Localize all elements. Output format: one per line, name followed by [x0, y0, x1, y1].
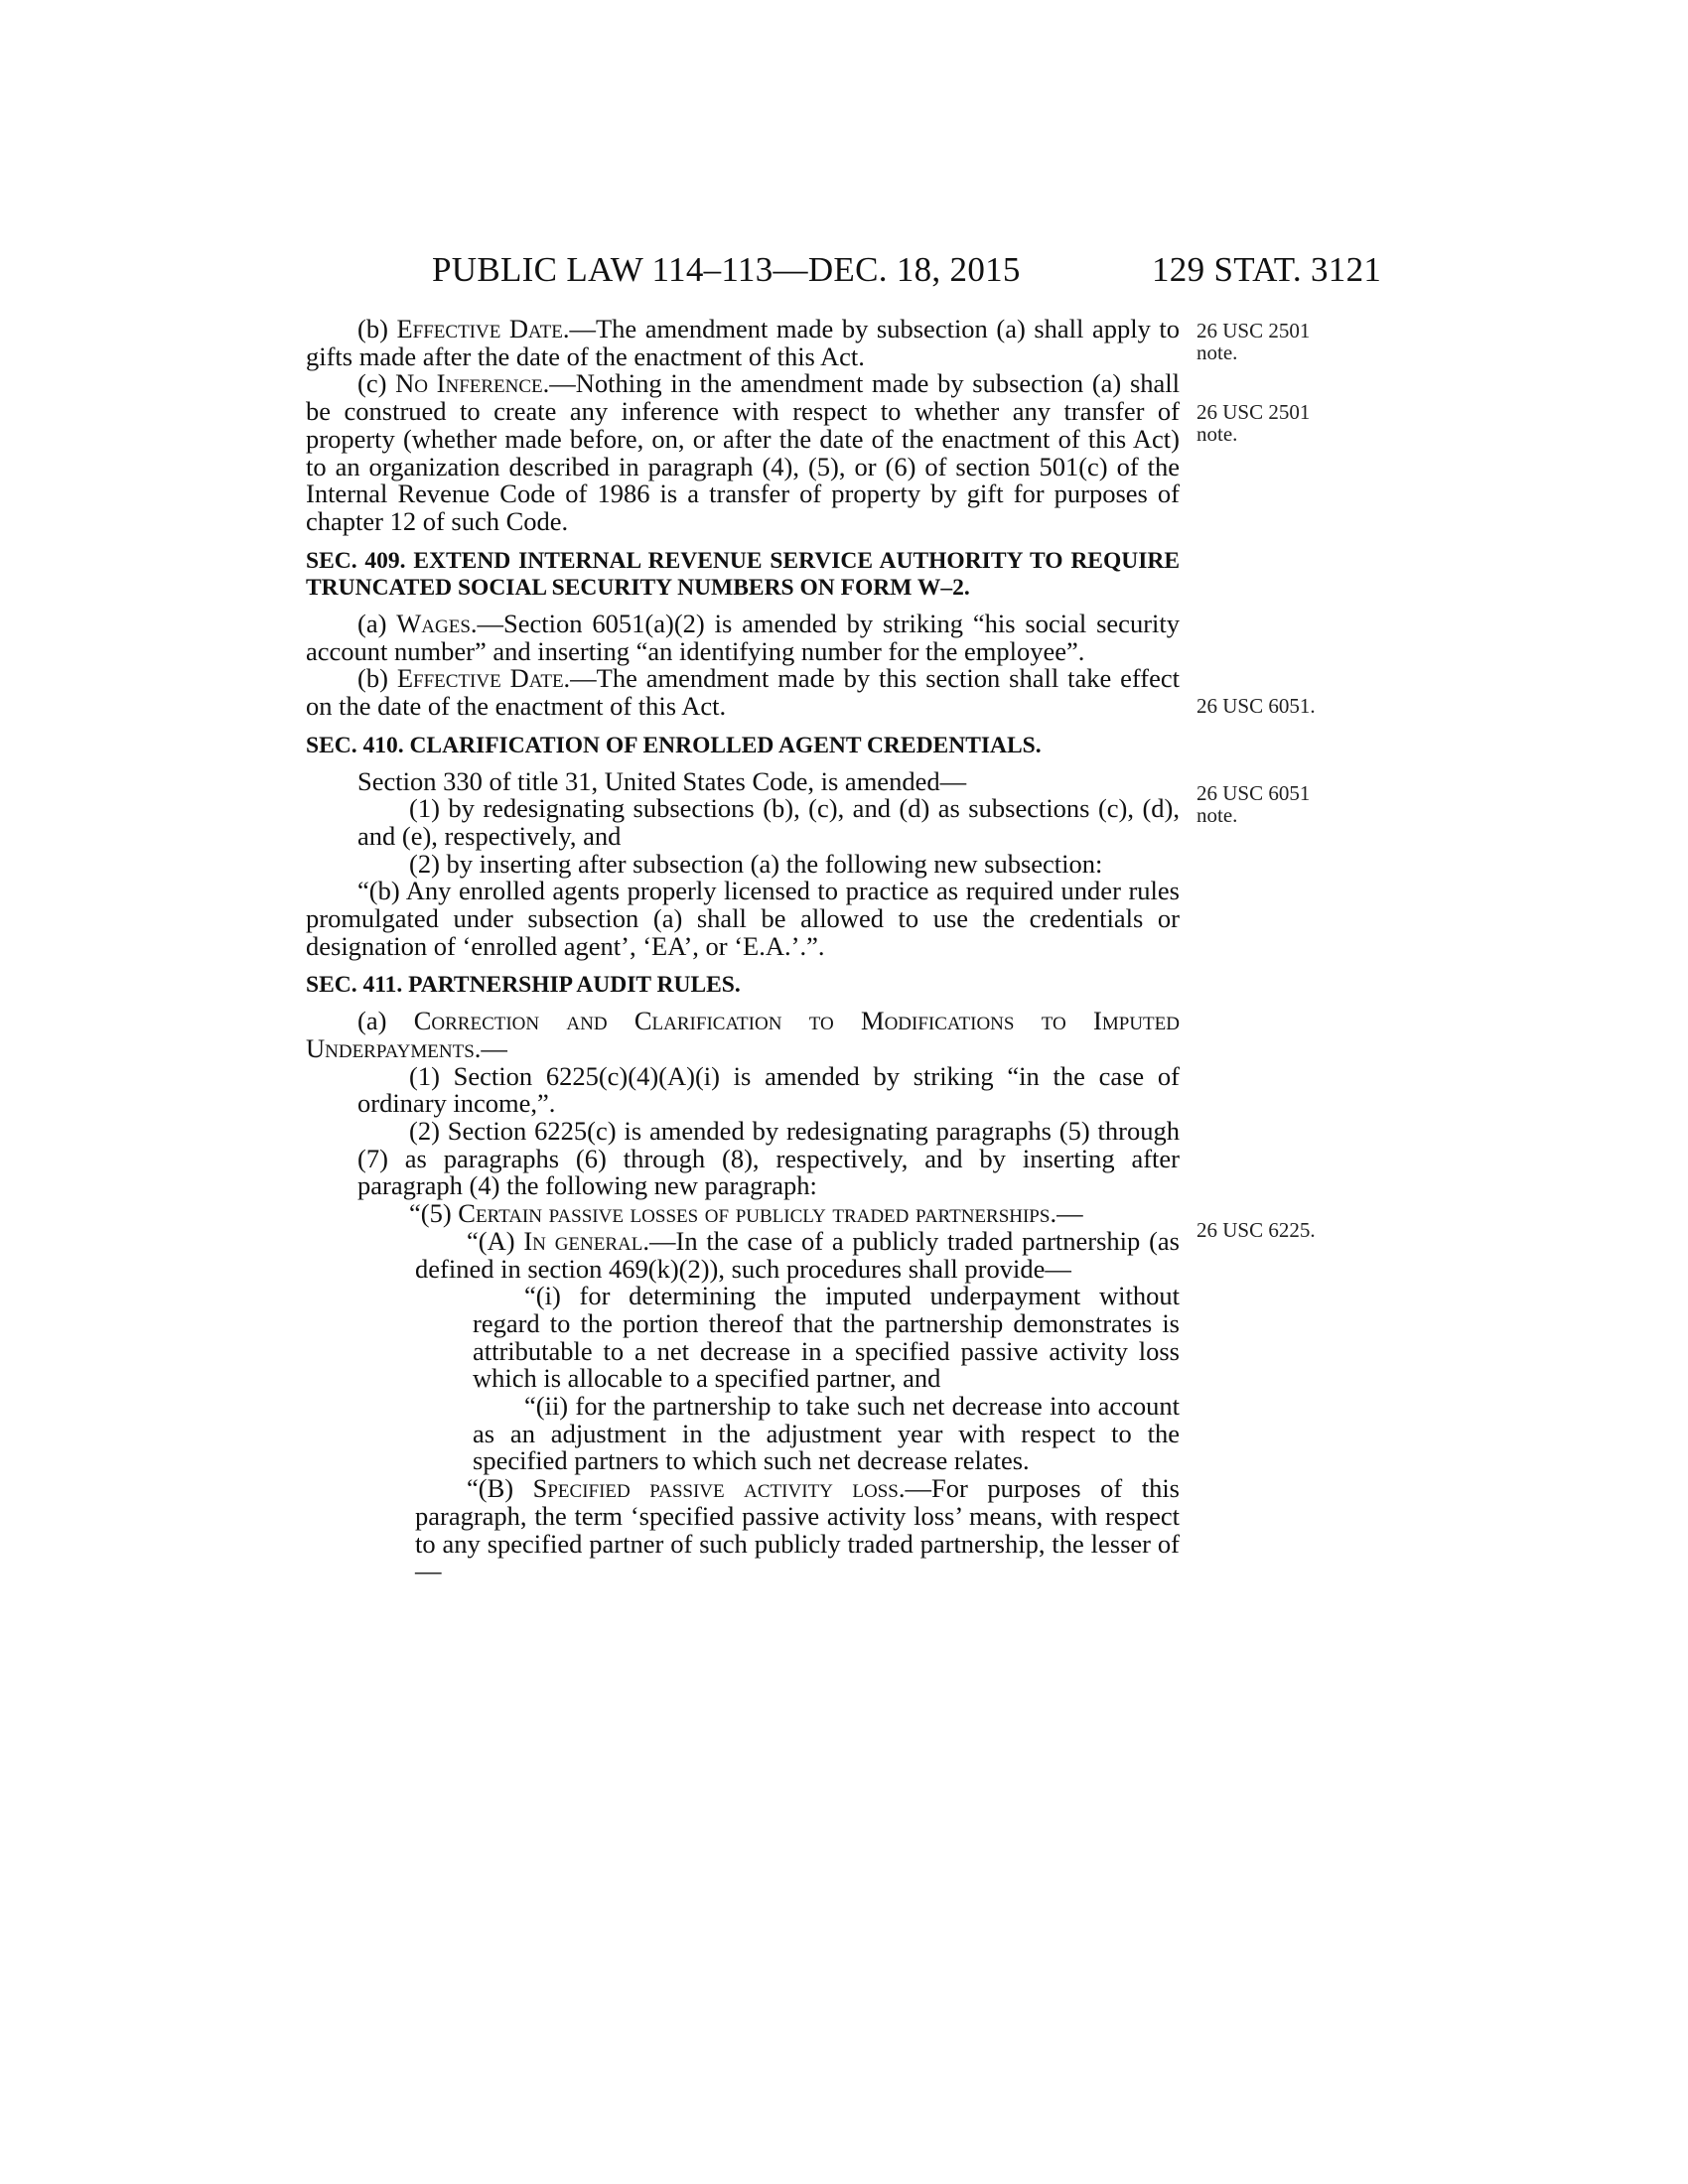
subsection-b-effective-date: (b) Effective Date.—The amendment made by subsection (a) shall apply to gifts made after the date of the enactment of this Act. [306, 314, 1180, 371]
section-410-heading: SEC. 410. CLARIFICATION OF ENROLLED AGENT CREDENTIALS. [306, 732, 1042, 758]
new-subsection-b-quote: “(b) Any enrolled agents properly licensed to practice as required under rules promulgated under subsection (a) shall be allowed to use the credentials or designation of ‘enrolled agent’, ‘EA’, or ‘E.A.’.”. [306, 876, 1180, 961]
paragraph-5-passive-losses: “(5) Certain passive losses of publicly traded partnerships.— [409, 1198, 1083, 1229]
subparagraph-a-in-general: “(A) In general.—In the case of a publicly traded partnership (as defined in section 469(k)(2)), such procedures shall provide— [415, 1225, 1180, 1284]
margin-note: 26 USC 2501 note. [1196, 319, 1311, 364]
paragraph-2-inserting: (2) by inserting after subsection (a) the following new subsection: [409, 848, 1103, 879]
margin-note: 26 USC 6051. [1196, 694, 1316, 718]
document-body [306, 316, 1180, 1585]
margin-note: 26 USC 6051 note. [1196, 781, 1311, 827]
clause-i-determining: “(i) for determining the imputed underpayment without regard to the portion thereof that the partnership demonstrates is attributable to a net decrease in a specified passive activity loss which is allocable to a specified partner, and [473, 1281, 1180, 1394]
paragraph-2-redesignating: (2) Section 6225(c) is amended by redesignating paragraphs (5) through (7) as paragraphs (6) through (8), respectively, and by inserting after paragraph (4) the following new paragraph: [357, 1115, 1180, 1201]
clause-ii-adjustment: “(ii) for the partnership to take such net decrease into account as an adjustment in the adjustment year with respect to the specified partners to which such net decrease relates. [473, 1391, 1180, 1476]
section-410-intro: Section 330 of title 31, United States Code, is amended— [357, 765, 967, 796]
running-header-page-number: 129 STAT. 3121 [1152, 250, 1382, 289]
section-411-heading: SEC. 411. PARTNERSHIP AUDIT RULES. [306, 972, 741, 999]
running-header-title: PUBLIC LAW 114–113—DEC. 18, 2015 [432, 250, 1021, 289]
margin-note: 26 USC 2501 note. [1196, 400, 1311, 446]
paragraph-1-redesignating: (1) by redesignating subsections (b), (c), and (d) as subsections (c), (d), and (e), respectively, and [357, 793, 1180, 851]
margin-note: 26 USC 6225. [1196, 1218, 1316, 1242]
subsection-a-wages: (a) Wages.—Section 6051(a)(2) is amended by striking “his social security account number” and inserting “an identifying number for the employee”. [306, 609, 1180, 666]
subsection-a-correction: (a) Correction and Clarification to Modifications to Imputed Underpayments.— [306, 1006, 1180, 1063]
subsection-c-no-inference: (c) No Inference.—Nothing in the amendment made by subsection (a) shall be construed to create any inference with respect to whether any transfer of property (whether made before, on, or after the date of the enactment of this Act) to an organization described in paragraph (4), (5), or (6) of section 501(c) of the Internal Revenue Code of 1986 is a transfer of property by gift for purposes of chapter 12 of such Code. [306, 368, 1180, 536]
subsection-b-effective-date-409: (b) Effective Date.—The amendment made by this section shall take effect on the date of the enactment of this Act. [306, 663, 1180, 722]
section-409-heading: SEC. 409. EXTEND INTERNAL REVENUE SERVICE AUTHORITY TO REQUIRE TRUNCATED SOCIAL SECURITY NUMBERS ON FORM W–2. [306, 547, 1181, 602]
subparagraph-b-specified-loss: “(B) Specified passive activity loss.—For purposes of this paragraph, the term ‘specified passive activity loss’ means, with respect to any specified partner of such publicly traded partnership, the lesser of— [415, 1473, 1180, 1586]
paragraph-1-striking: (1) Section 6225(c)(4)(A)(i) is amended by striking “in the case of ordinary income,”. [357, 1060, 1180, 1119]
